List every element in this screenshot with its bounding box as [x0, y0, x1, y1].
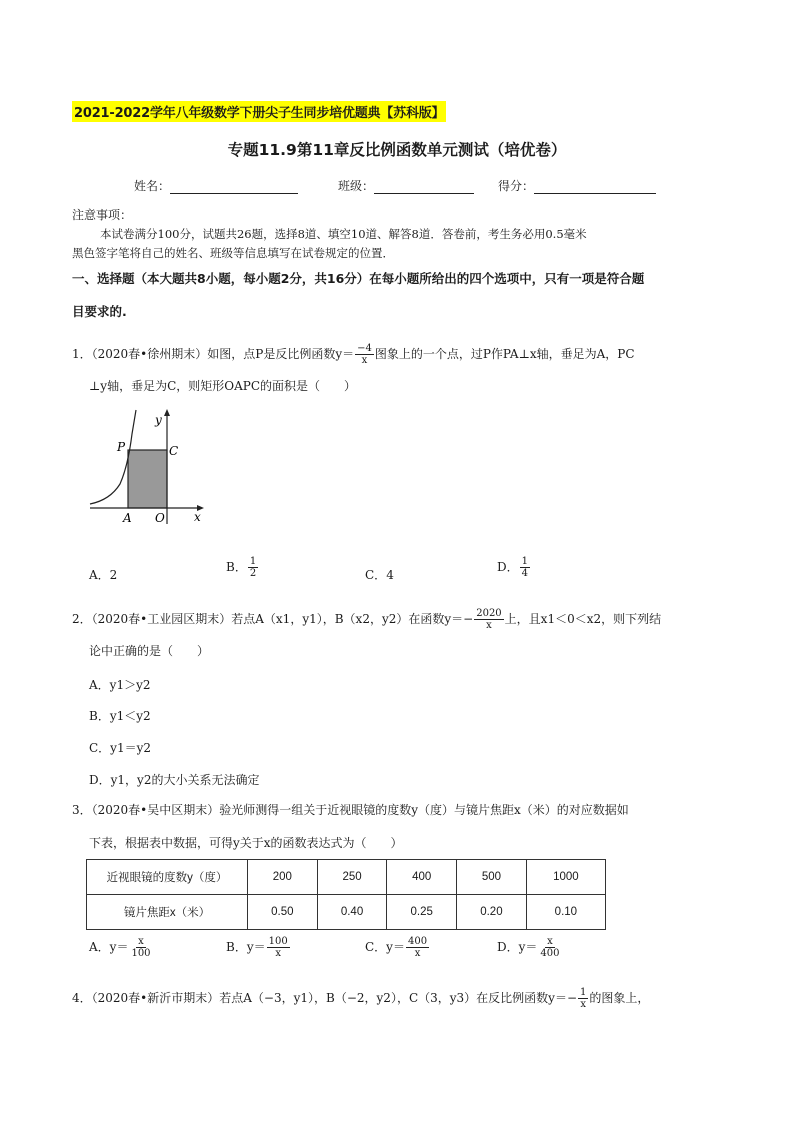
- table-cell: 500: [457, 860, 527, 895]
- table-cell: 400: [387, 860, 457, 895]
- q3-option-c[interactable]: C．y＝ $\frac{400}{x}$: [365, 936, 428, 959]
- q1-option-d[interactable]: D． $\frac{1}{4}$: [497, 556, 528, 579]
- q2-option-d[interactable]: D．y1，y2的大小关系无法确定: [89, 773, 260, 787]
- q3-data-table: [86, 859, 606, 930]
- q2-stem-line-1: [72, 608, 661, 631]
- table-cell: 0.10: [526, 895, 605, 930]
- q3-stem-line-2: 下表，根据表中数据，可得y关于x的函数表达式为（ ）: [89, 836, 403, 850]
- class-label: 班级：: [338, 179, 375, 193]
- page-title: 专题11.9第11章反比例函数单元测试（培优卷）: [227, 141, 567, 159]
- rectangle-oapc: [128, 450, 167, 508]
- table-cell: 250: [317, 860, 387, 895]
- q3-option-a[interactable]: A．y＝ $\frac{x}{100}$: [89, 936, 151, 959]
- q2-option-a[interactable]: A．y1＞y2: [89, 678, 151, 692]
- section1-line-1: 一、选择题（本大题共8小题，每小题2分，共16分）在每小题所给出的四个选项中，只有一项是符合题: [72, 271, 645, 286]
- table-row: [87, 860, 606, 895]
- q4-stem-line-1: [72, 987, 649, 1010]
- q2-fraction: $\frac{2020}{x}$: [476, 608, 502, 631]
- q1-part1: 1．（2020春•徐州期末）如图，点P是反比例函数y＝: [72, 347, 355, 361]
- score-field[interactable]: [498, 177, 656, 194]
- score-blank[interactable]: [534, 181, 656, 194]
- class-blank[interactable]: [374, 181, 474, 194]
- label-x: x: [194, 510, 201, 524]
- label-o: O: [155, 511, 165, 525]
- label-y: y: [155, 413, 162, 427]
- section1-line-2: 目要求的.: [72, 304, 127, 319]
- table-cell: 1000: [526, 860, 605, 895]
- q1-part2: 图象上的一个点，过P作PA⊥x轴，垂足为A，PC: [374, 347, 635, 361]
- label-c: C: [169, 444, 179, 458]
- name-blank[interactable]: [170, 181, 298, 194]
- q3-option-b[interactable]: B．y＝ $\frac{100}{x}$: [226, 936, 288, 959]
- q1-option-b[interactable]: B． $\frac{1}{2}$: [226, 556, 257, 579]
- q1-stem-line-1: [72, 343, 635, 366]
- label-a: A: [123, 511, 132, 525]
- table-cell: 0.20: [457, 895, 527, 930]
- name-field[interactable]: [134, 177, 298, 194]
- q4-part1: 4．（2020春•新沂市期末）若点A（−3，y1），B（−2，y2），C（3，y3）在反比例函数y＝−: [72, 991, 578, 1005]
- table-cell: 0.25: [387, 895, 457, 930]
- q1-option-a[interactable]: A．2: [89, 568, 118, 582]
- q3-option-d[interactable]: D．y＝ $\frac{x}{400}$: [497, 936, 560, 959]
- q2-stem-line-2: 论中正确的是（ ）: [89, 644, 210, 658]
- q4-part2: 的图象上，: [589, 991, 650, 1005]
- table-row-label: 镜片焦距x（米）: [87, 895, 248, 930]
- q4-fraction: $\frac{1}{x}$: [580, 987, 587, 1010]
- q1-figure: [88, 404, 213, 529]
- table-cell: 200: [248, 860, 318, 895]
- q2-part2: 上，且x1＜0＜x2，则下列结: [504, 612, 662, 626]
- class-field[interactable]: [338, 177, 474, 194]
- name-label: 姓名：: [134, 179, 171, 193]
- table-row: [87, 895, 606, 930]
- y-axis-arrow: [164, 409, 170, 416]
- score-label: 得分：: [498, 179, 535, 193]
- table-cell: 0.50: [248, 895, 318, 930]
- q1-stem-line-2: ⊥y轴，垂足为C，则矩形OAPC的面积是（ ）: [89, 379, 357, 393]
- table-cell: 0.40: [317, 895, 387, 930]
- q2-option-b[interactable]: B．y1＜y2: [89, 709, 151, 723]
- notice-line-1: 本试卷满分100分，试题共26题，选择8道、填空10道、解答8道．答卷前，考生务必用0.5毫米: [100, 227, 587, 241]
- q2-option-c[interactable]: C．y1＝y2: [89, 741, 152, 755]
- label-p: P: [117, 440, 126, 454]
- q1-fraction: $\frac{-4}{x}$: [357, 343, 372, 366]
- q3-stem-line-1: 3．（2020春•吴中区期末）验光师测得一组关于近视眼镜的度数y（度）与镜片焦距x（米）的对应数据如: [72, 803, 629, 817]
- header-banner: 2021-2022学年八年级数学下册尖子生同步培优题典【苏科版】: [72, 101, 446, 122]
- table-row-label: 近视眼镜的度数y（度）: [87, 860, 248, 895]
- q1-option-c[interactable]: C．4: [365, 568, 394, 582]
- q2-part1: 2．（2020春•工业园区期末）若点A（x1，y1），B（x2，y2）在函数y＝−: [72, 612, 474, 626]
- notice-line-2: 黑色签字笔将自己的姓名、班级等信息填写在试卷规定的位置．: [72, 246, 394, 260]
- notice-label: 注意事项：: [72, 208, 133, 222]
